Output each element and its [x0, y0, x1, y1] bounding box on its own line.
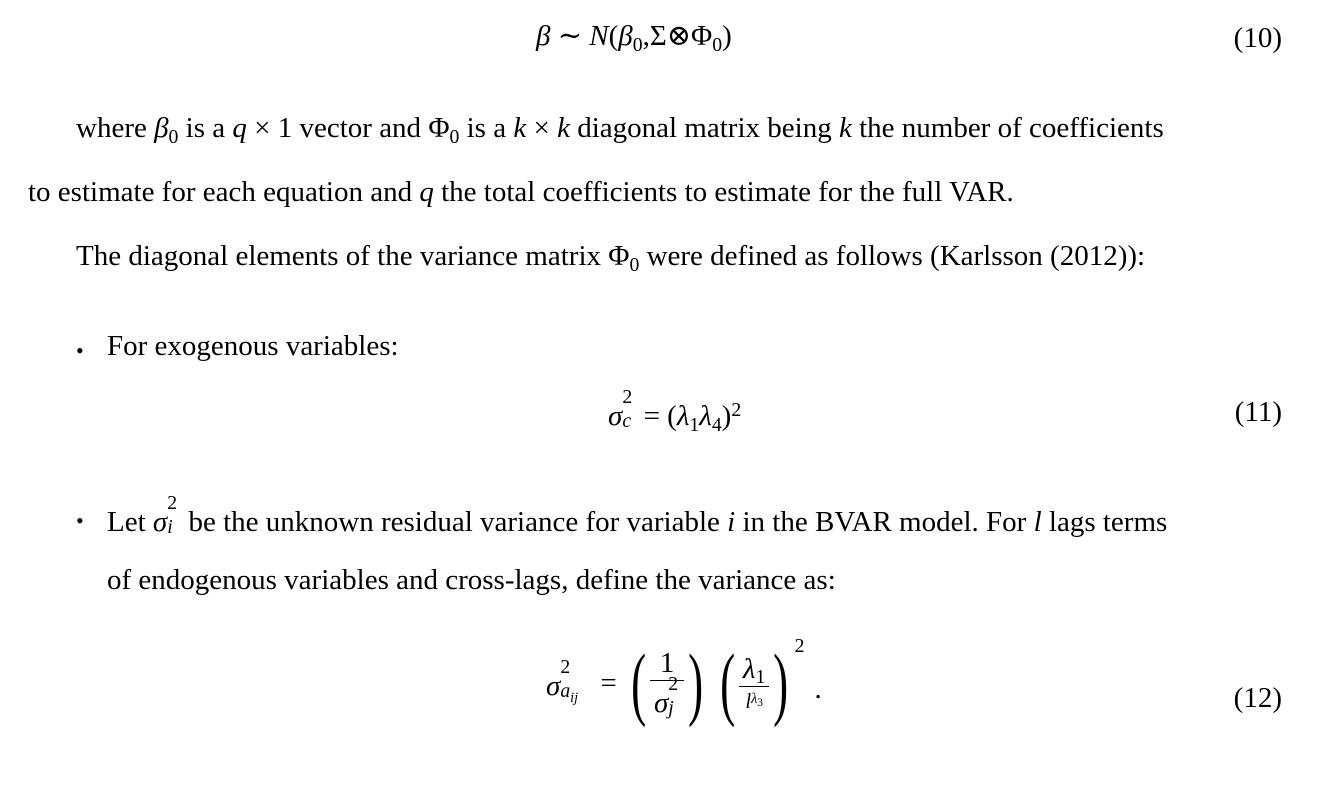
bullet-2-mark: • — [76, 508, 84, 533]
equation-11-number: (11) — [1234, 396, 1282, 428]
bullet-1-text: For exogenous variables: — [107, 330, 399, 362]
paragraph-2: The diagonal elements of the variance matrix $\Phi_0$ were defined as follows (Karlsson (2012)): — [76, 240, 1146, 276]
bullet-1-mark: • — [76, 338, 84, 363]
equation-12-number: (12) — [1233, 682, 1282, 714]
equation-12: σ 2 $a_{ij}$ = ( 1 σ 2 j ) ( $\frac{\lambda_1}{l^{\lambda_3}}$ ) 2 . — [546, 635, 822, 728]
paragraph-1-line-1: where $\beta_0$ is a q × 1 vector and $\Phi_0$ is a k × k diagonal matrix being k the number of coefficients — [76, 112, 1164, 148]
bullet-2-line-1: Let σ 2 i be the unknown residual variance for variable i in the BVAR model. For l lags terms — [107, 492, 1168, 538]
paragraph-1-line-2: to estimate for each equation and q the total coefficients to estimate for the full VAR. — [28, 176, 1014, 208]
bullet-2-line-2: of endogenous variables and cross-lags, define the variance as: — [107, 564, 836, 596]
equation-10: β ∼ $N(\beta_0,\Sigma\otimes\Phi_0)$ — [536, 20, 732, 56]
equation-11: σ 2 c = $(\lambda_1\lambda_4)^2$ — [608, 386, 742, 436]
equation-10-number: (10) — [1233, 22, 1282, 54]
